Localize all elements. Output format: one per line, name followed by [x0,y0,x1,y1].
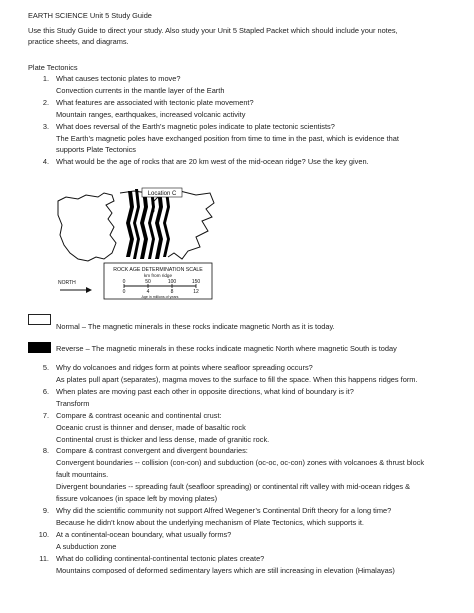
seafloor-map-diagram [56,187,216,305]
answer-text: A subduction zone [56,542,117,551]
answer-text: Transform [56,399,90,408]
question-number: 6. [42,387,49,396]
location-label: Location C [147,191,177,197]
answer-text: Divergent boundaries -- spreading fault (seafloor spreading) or continental rift valley with mid-ocean ridges & [56,482,411,491]
question-number: 1. [42,74,49,83]
normal-key-text: Normal – The magnetic minerals in these rocks indicate magnetic North as it is today. [56,322,335,331]
age-label: Age in millions of years [141,295,179,299]
question-text: Compare & contrast oceanic and continental crust: [56,411,222,420]
km-tick: 0 [122,279,126,285]
reverse-polarity-swatch [28,342,51,353]
km-tick: 50 [145,279,151,285]
answer-text: The Earth’s magnetic poles have exchanged position from time to time in the past, which is evidence that [56,134,399,143]
question-number: 7. [42,411,49,420]
question-number: 9. [42,506,49,515]
document-title: EARTH SCIENCE Unit 5 Study Guide [28,11,152,20]
question-number: 3. [42,122,49,131]
age-tick: 4 [146,289,150,295]
magnetic-stripes-figure [56,187,216,305]
question-number: 8. [42,446,49,455]
question-text: What does reversal of the Earth’s magnetic poles indicate to plate tectonic scientists? [56,122,335,131]
question-text: Why do volcanoes and ridges form at points where seafloor spreading occurs? [56,363,313,372]
reverse-key-text: Reverse – The magnetic minerals in these rocks indicate magnetic North where magnetic South is today [56,344,397,353]
answer-text: Continental crust is thicker and less dense, made of granitic rock. [56,435,270,444]
intro-line-1: Use this Study Guide to direct your study. Also study your Unit 5 Stapled Packet which should include your notes, [28,26,398,35]
question-text: Compare & contrast convergent and divergent boundaries: [56,446,248,455]
answer-text: Mountain ranges, earthquakes, increased volcanic activity [56,110,246,119]
age-tick: 12 [193,289,199,295]
answer-text: fault mountains. [56,470,109,479]
question-number: 4. [42,157,49,166]
question-text: What do colliding continental-continental tectonic plates create? [56,554,265,563]
age-tick: 0 [122,289,126,295]
question-text: What features are associated with tectonic plate movement? [56,98,254,107]
answer-text: fissure volcanoes (in space left by moving plates) [56,494,218,503]
question-number: 5. [42,363,49,372]
km-tick: 100 [167,279,177,285]
answer-text: Convergent boundaries -- collision (con-con) and subduction (oc-oc, oc-con) zones with volcanoes & thrust block [56,458,425,467]
intro-line-2: practice sheets, and diagrams. [28,37,129,46]
age-tick: 8 [170,289,174,295]
scale-subtitle: km from ridge [143,273,173,278]
question-number: 2. [42,98,49,107]
question-number: 11. [39,554,49,563]
north-arrow-icon [60,287,92,293]
answer-text: Because he didn’t know about the underlying mechanism of Plate Tectonics, which supports it. [56,518,364,527]
answer-text: As plates pull apart (separates), magma moves to the surface to fill the space. When this happens ridges form. [56,375,418,384]
question-text: When plates are moving past each other in opposite directions, what kind of boundary is it? [56,387,354,396]
section-title: Plate Tectonics [28,63,78,72]
km-tick: 150 [191,279,201,285]
north-label: NORTH [58,280,76,286]
scale-title: ROCK AGE DETERMINATION SCALE [113,267,203,273]
answer-text: Oceanic crust is thinner and denser, made of basaltic rock [56,423,246,432]
question-text: What causes tectonic plates to move? [56,74,181,83]
question-text: What would be the age of rocks that are 20 km west of the mid-ocean ridge? Use the key given. [56,157,369,166]
answer-text: Convection currents in the mantle layer of the Earth [56,86,225,95]
normal-polarity-swatch [28,314,51,325]
question-number: 10. [38,530,49,539]
answer-text: Mountains composed of deformed sedimentary layers which are still increasing in elevation (Himalayas) [56,566,395,575]
answer-text: supports Plate Tectonics [56,145,136,154]
question-text: Why did the scientific community not support Alfred Wegener’s Continental Drift theory for a long time? [56,506,392,515]
question-text: At a continental-ocean boundary, what usually forms? [56,530,232,539]
